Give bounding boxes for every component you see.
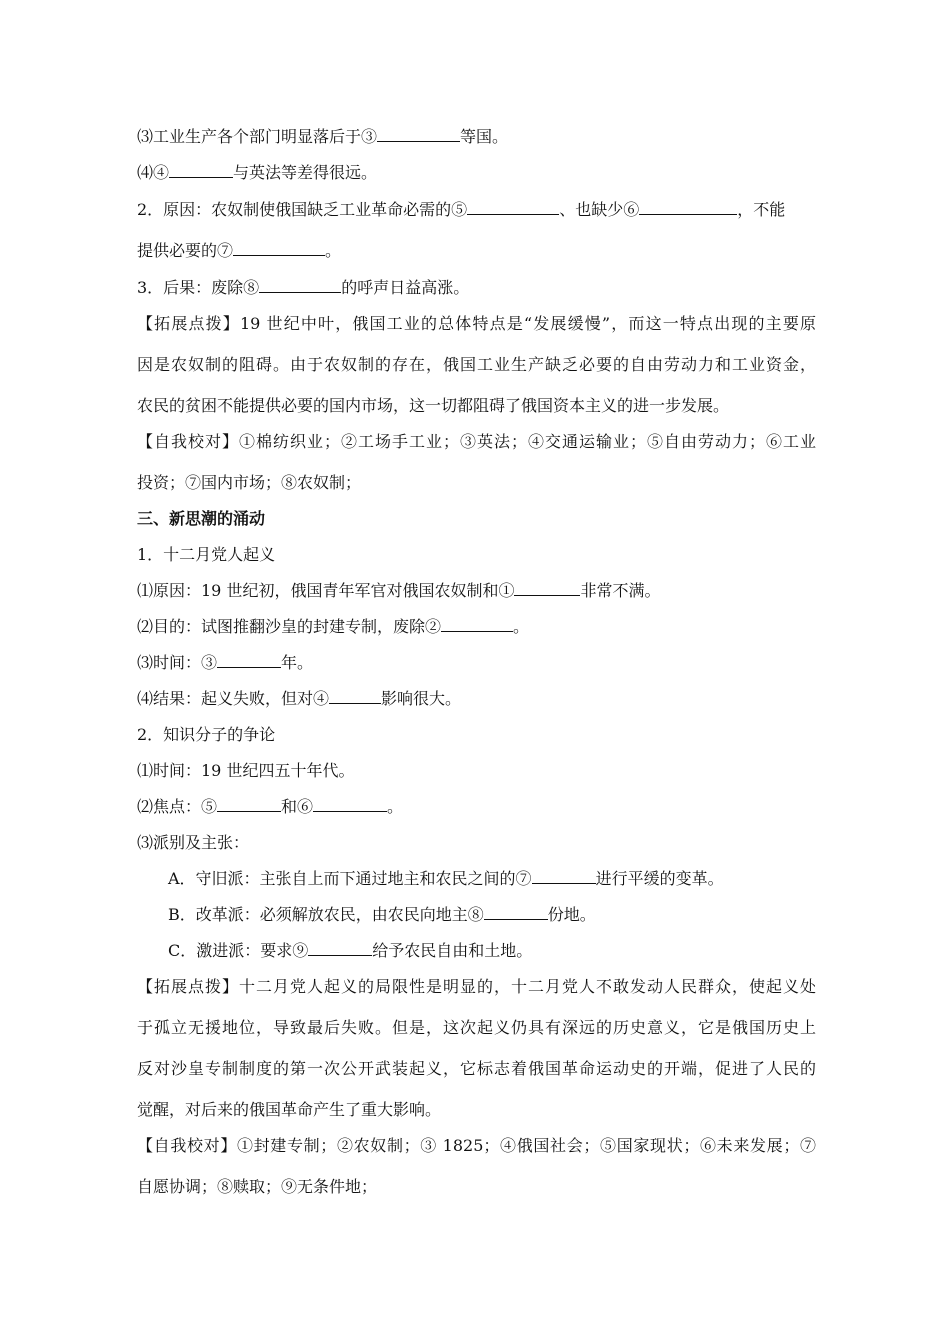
item-text: A．守旧派：主张自上而下通过地主和农民之间的⑦ xyxy=(168,869,532,888)
item-text: ⑷结果：起义失败，但对④ xyxy=(137,689,330,708)
item-decembrist-cause xyxy=(137,580,816,602)
item-text: 进行平缓的变革。 xyxy=(595,869,724,888)
item-text: 。 xyxy=(325,241,342,260)
expansion-tip-line: 反对沙皇专制制度的第一次公开武装起义，它标志着俄国革命运动史的开端，促进了人民的 xyxy=(137,1059,816,1078)
fill-blank-5[interactable] xyxy=(217,796,281,812)
item-text: 、也缺少⑥ xyxy=(559,200,640,219)
item-text: 影响很大。 xyxy=(381,689,462,708)
item-text: 和⑥ xyxy=(281,797,314,816)
fill-blank-8[interactable] xyxy=(484,904,548,920)
item-text: 份地。 xyxy=(547,905,596,924)
item-gap-england-france xyxy=(137,162,816,184)
fill-blank-1[interactable] xyxy=(514,580,580,596)
self-check-line: 【自我校对】①棉纺织业；②工场手工业；③英法；④交通运输业；⑤自由劳动力；⑥工业 xyxy=(137,432,816,451)
item-text: 非常不满。 xyxy=(580,581,661,600)
self-check-line: 投资；⑦国内市场；⑧农奴制； xyxy=(137,473,362,492)
fill-blank-6[interactable] xyxy=(639,199,737,215)
item-cause-cont xyxy=(137,240,816,262)
expansion-tip-line: 觉醒，对后来的俄国革命产生了重大影响。 xyxy=(137,1100,442,1119)
expansion-tip-line: 因是农奴制的阻碍。由于农奴制的存在，俄国工业生产缺乏必要的自由劳动力和工业资金， xyxy=(137,355,816,374)
item-debate-time: ⑴时间：19 世纪四五十年代。 xyxy=(137,761,355,780)
fill-blank-4[interactable] xyxy=(329,688,381,704)
item-text: 年。 xyxy=(281,653,314,672)
self-check-line: 【自我校对】①封建专制；②农奴制；③ 1825；④俄国社会；⑤国家现状；⑥未来发展；⑦ xyxy=(137,1136,816,1155)
item-text: 提供必要的⑦ xyxy=(137,241,234,260)
item-text: ⑵目的：试图推翻沙皇的封建专制，废除② xyxy=(137,617,442,636)
item-text: 与英法等差得很远。 xyxy=(233,163,378,182)
fill-blank-7[interactable] xyxy=(233,240,325,256)
item-text: 。 xyxy=(513,617,530,636)
item-text: ⑶时间：③ xyxy=(137,653,218,672)
item-text: ，不能 xyxy=(737,200,786,219)
item-text: ⑷④ xyxy=(137,163,170,182)
faction-reform xyxy=(168,904,816,926)
item-cause xyxy=(137,199,816,221)
subheading-debate: 2．知识分子的争论 xyxy=(137,725,276,744)
item-text: ⑵焦点：⑤ xyxy=(137,797,218,816)
item-factions: ⑶派别及主张： xyxy=(137,833,250,852)
fill-blank-5[interactable] xyxy=(467,199,559,215)
faction-conservative xyxy=(168,868,816,890)
item-text: C．激进派：要求⑨ xyxy=(168,941,309,960)
item-text: B．改革派：必须解放农民，由农民向地主⑧ xyxy=(168,905,484,924)
fill-blank-6[interactable] xyxy=(313,796,387,812)
item-text: 。 xyxy=(387,797,404,816)
expansion-tip-line: 于孤立无援地位，导致最后失败。但是，这次起义仍具有深远的历史意义，它是俄国历史上 xyxy=(137,1018,816,1037)
fill-blank-9[interactable] xyxy=(308,940,372,956)
subheading-decembrist: 1．十二月党人起义 xyxy=(137,545,276,564)
item-text: 2．原因：农奴制使俄国缺乏工业革命必需的⑤ xyxy=(137,200,468,219)
fill-blank-7[interactable] xyxy=(532,868,596,884)
item-decembrist-time xyxy=(137,652,816,674)
expansion-tip-line: 【拓展点拨】十二月党人起义的局限性是明显的，十二月党人不敢发动人民群众，使起义处 xyxy=(137,977,816,996)
item-debate-focus xyxy=(137,796,816,818)
fill-blank-3[interactable] xyxy=(377,126,460,142)
section-heading: 三、新思潮的涌动 xyxy=(137,509,266,528)
item-text: ⑴原因：19 世纪初，俄国青年军官对俄国农奴制和① xyxy=(137,581,515,600)
fill-blank-2[interactable] xyxy=(441,616,513,632)
item-text: 给予农民自由和土地。 xyxy=(372,941,533,960)
item-decembrist-result xyxy=(137,688,816,710)
item-consequence xyxy=(137,277,816,299)
fill-blank-4[interactable] xyxy=(169,162,233,178)
expansion-tip-line: 【拓展点拨】19 世纪中叶，俄国工业的总体特点是“发展缓慢”，而这一特点出现的主要原 xyxy=(137,314,816,333)
item-text: ⑶工业生产各个部门明显落后于③ xyxy=(137,127,378,146)
self-check-line: 自愿协调；⑧赎取；⑨无条件地； xyxy=(137,1177,378,1196)
item-text: 的呼声日益高涨。 xyxy=(341,278,470,297)
fill-blank-8[interactable] xyxy=(259,277,341,293)
faction-radical xyxy=(168,940,816,962)
item-text: 3．后果：废除⑧ xyxy=(137,278,260,297)
fill-blank-3[interactable] xyxy=(217,652,281,668)
expansion-tip-line: 农民的贫困不能提供必要的国内市场，这一切都阻碍了俄国资本主义的进一步发展。 xyxy=(137,396,730,415)
item-industry-lag xyxy=(137,126,816,148)
item-decembrist-goal xyxy=(137,616,816,638)
item-text: 等国。 xyxy=(460,127,509,146)
